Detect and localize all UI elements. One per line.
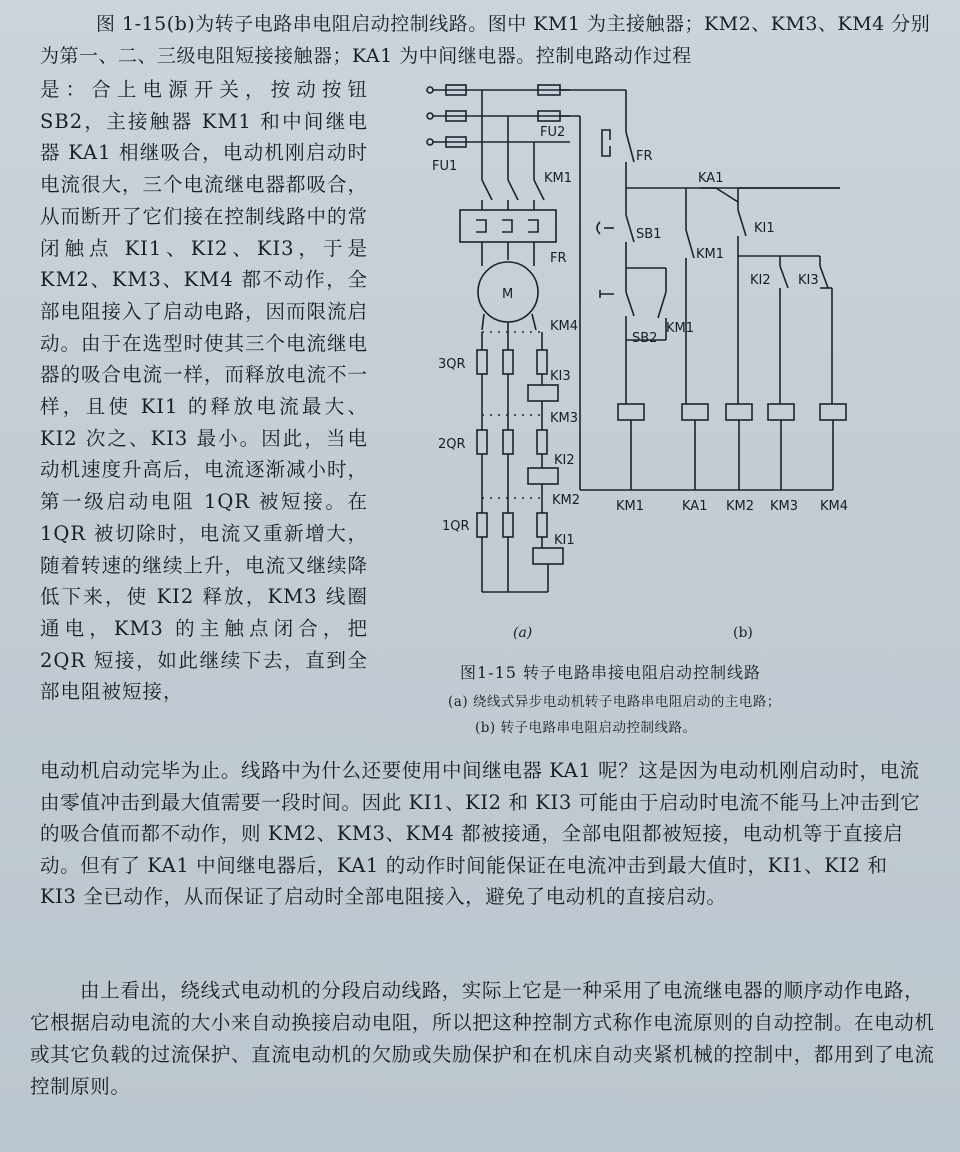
resistor-1qr-a — [477, 513, 487, 537]
resistor-3qr-b — [503, 350, 513, 374]
label-km4-main: KM4 — [550, 319, 579, 334]
label-ki2-ctrl: KI2 — [750, 273, 771, 288]
coil-ki2 — [528, 468, 558, 484]
terminal-l3 — [427, 139, 433, 145]
coil-km3 — [768, 404, 794, 420]
label-coil-km4: KM4 — [820, 499, 849, 514]
resistor-2qr-c — [537, 430, 547, 454]
label-fr-main: FR — [550, 251, 567, 266]
label-ki1-ctrl: KI1 — [754, 221, 775, 236]
label-coil-km2: KM2 — [726, 499, 755, 514]
figure-caption-b: (b) 转子电路串电阻启动控制线路。 — [475, 720, 697, 736]
resistor-3qr-c — [537, 350, 547, 374]
figure-label-a: (a) — [513, 625, 533, 641]
coil-ki3 — [528, 385, 558, 401]
label-ki3-ctrl: KI3 — [798, 273, 819, 288]
terminal-l1 — [427, 87, 433, 93]
paragraph-conclusion: 由上看出，绕线式电动机的分段启动线路，实际上它是一种采用了电流继电器的顺序动作电路，它根据启动电流的大小来自动换接启动电阻，所以把这种控制方式称作电流原则的自动控制。在电动机或其它负载的过流保护、直流电动机的欠励或失励保护和在机床自动夹紧机械的控制中，都用到了电流控制原则。 — [30, 979, 935, 1098]
label-km2-main: KM2 — [552, 493, 581, 508]
coil-km1 — [618, 404, 644, 420]
coil-km4 — [820, 404, 846, 420]
label-motor: M — [502, 287, 514, 302]
label-ki2: KI2 — [554, 453, 575, 468]
label-sb1: SB1 — [636, 227, 662, 242]
figure-title: 图1-15 转子电路串接电阻启动控制线路 — [460, 663, 762, 682]
label-ki1: KI1 — [554, 533, 575, 548]
label-1qr: 1QR — [442, 519, 470, 534]
label-km1-hold: KM1 — [666, 321, 695, 336]
circuit-diagram — [420, 70, 860, 630]
paragraph-intro: 图 1-15(b)为转子电路串电阻启动控制线路。图中 KM1 为主接触器；KM2、KM3、KM4 分别为第一、二、三级电阻短接接触器；KA1 为中间继电器。控制电路动作过程 — [40, 13, 931, 67]
label-coil-km3: KM3 — [770, 499, 799, 514]
label-2qr: 2QR — [438, 437, 466, 452]
label-coil-ka1: KA1 — [682, 499, 708, 514]
resistor-3qr-a — [477, 350, 487, 374]
label-fu2: FU2 — [540, 125, 566, 140]
label-coil-km1: KM1 — [616, 499, 645, 514]
resistor-1qr-c — [537, 513, 547, 537]
coil-km2 — [726, 404, 752, 420]
label-km1-main: KM1 — [544, 171, 573, 186]
label-fu1: FU1 — [432, 159, 458, 174]
coil-ki1 — [533, 548, 563, 564]
label-fr-ctrl: FR — [636, 149, 653, 164]
circuit-figure — [420, 70, 860, 630]
resistor-1qr-b — [503, 513, 513, 537]
figure-caption-a: (a) 绕线式异步电动机转子电路串电阻启动的主电路； — [448, 694, 781, 710]
label-3qr: 3QR — [438, 357, 466, 372]
label-sb2: SB2 — [632, 331, 658, 346]
resistor-2qr-a — [477, 430, 487, 454]
thermal-relay-fr — [460, 210, 556, 242]
resistor-2qr-b — [503, 430, 513, 454]
label-ki3: KI3 — [550, 369, 571, 384]
terminal-l2 — [427, 113, 433, 119]
paragraph-continuation: 电动机启动完毕为止。线路中为什么还要使用中间继电器 KA1 呢？这是因为电动机刚启动时，电流由零值冲击到最大值需要一段时间。因此 KI1、KI2 和 KI3 可能由于启动时电流不能马上冲击到它的吸合值而都不动作，则 KM2、KM3、KM4 都被接通，全部电阻都被短接，电动机等于直接启动。但有了 KA1 中间继电器后，KA1 的动作时间能保证在电流冲击到最大值时，KI1、KI2 和 KI3 全已动作，从而保证了启动时全部电阻接入，避免了电动机的直接启动。 — [40, 759, 921, 908]
paragraph-left-column: 是：合上电源开关，按动按钮SB2，主接触器 KM1 和中间继电器 KA1 相继吸合，电动机刚启动时电流很大，三个电流继电器都吸合，从而断开了它们接在控制线路中的常闭触点 KI1、KI2、KI3，于是 KM2、KM3、KM4 都不动作，全部电阻接入了启动电路，因而限流启动。由于在选型时使其三个电流继电器的吸合电流一样，而释放电流不一样，且使 KI1 的释放电流最大、KI2 次之、KI3 最小。因此，当电动机速度升高后，电流逐渐减小时，第一级启动电阻 1QR 被短接。在 1QR 被切除时，电流又重新增大，随着转速的继续上升，电流又继续降低下来，使 KI2 释放，KM3 线圈通电，KM3 的主触点闭合，把 2QR 短接，如此继续下去，直到全部电阻被短接， — [40, 78, 369, 704]
label-ka1-top: KA1 — [698, 171, 724, 186]
figure-label-b: (b) — [733, 625, 753, 641]
control-circuit-b — [560, 90, 846, 490]
label-km3-main: KM3 — [550, 411, 579, 426]
coil-ka1 — [682, 404, 708, 420]
label-km1-ctrl: KM1 — [696, 247, 725, 262]
